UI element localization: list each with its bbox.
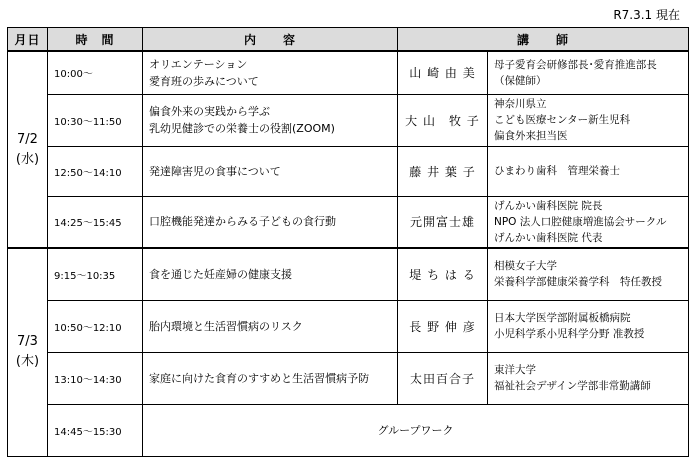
affiliation-line: ひまわり歯科 管理栄養士 <box>494 165 620 177</box>
content-cell <box>143 51 398 94</box>
table-row <box>8 248 689 300</box>
table-row <box>8 404 689 456</box>
lecturer-cell: 太田百合子 <box>398 352 488 404</box>
affiliation-cell <box>488 51 689 94</box>
content-cell <box>143 352 398 404</box>
date-cell <box>8 248 48 456</box>
date-label: 7/3 <box>17 334 38 350</box>
table-row <box>8 196 689 248</box>
affiliation-line: 東洋大学 <box>494 364 536 376</box>
affiliation-line: NPO 法人口腔健康増進協会サークル <box>494 215 667 228</box>
content-cell <box>143 196 398 248</box>
header-lecturer: 講 師 <box>398 28 689 52</box>
content-cell <box>143 248 398 300</box>
content-line: 食を通じた妊産婦の健康支援 <box>149 267 292 281</box>
content-line: 家庭に向けた食育のすすめと生活習慣病予防 <box>149 371 370 385</box>
affiliation-line: 相模女子大学 <box>494 260 557 273</box>
affiliation-line: げんかい歯科医院 代表 <box>494 231 603 244</box>
table-row <box>8 94 689 146</box>
content-cell <box>143 146 398 196</box>
date-cell <box>8 51 48 248</box>
lecturer-cell: 藤 井 葉 子 <box>398 146 488 196</box>
affiliation-line: （保健師） <box>494 74 547 87</box>
header-date: 月日 <box>8 28 48 52</box>
affiliation-line: 小児科学系小児科学分野 准教授 <box>494 328 645 340</box>
header-content: 内 容 <box>143 28 398 52</box>
lecturer-cell: 堤 ち は る <box>398 248 488 300</box>
table-row <box>8 300 689 352</box>
content-line: 胎内環境と生活習慣病のリスク <box>149 319 303 333</box>
affiliation-cell <box>488 352 689 404</box>
group-work-cell: グループワーク <box>143 404 689 456</box>
affiliation-cell <box>488 248 689 300</box>
content-line: 愛育班の歩みについて <box>149 74 259 88</box>
lecturer-cell: 元開富士雄 <box>398 196 488 248</box>
content-line: 発達障害児の食事について <box>149 164 281 178</box>
weekday-label: (木) <box>15 354 40 370</box>
affiliation-line: げんかい歯科医院 院長 <box>494 199 603 212</box>
lecturer-cell: 長 野 伸 彦 <box>398 300 488 352</box>
content-line: 乳幼児健診での栄養士の役割(ZOOM) <box>149 122 335 135</box>
table-row <box>8 146 689 196</box>
header-time: 時 間 <box>48 28 143 52</box>
affiliation-line: 日本大学医学部附属板橋病院 <box>494 312 631 324</box>
affiliation-line: 栄養科学部健康栄養学科 特任教授 <box>494 276 662 289</box>
content-line: 口腔機能発達からみる子どもの食行動 <box>149 215 336 229</box>
date-label: 7/2 <box>17 131 38 147</box>
affiliation-cell <box>488 146 689 196</box>
affiliation-cell <box>488 94 689 146</box>
table-row <box>8 352 689 404</box>
affiliation-cell <box>488 196 689 248</box>
affiliation-line: 母子愛育会研修部長･愛育推進部長 <box>494 58 657 71</box>
time-cell: 10:00～ <box>48 51 143 94</box>
as-of-date: R7.3.1 現在 <box>613 8 680 22</box>
lecturer-cell: 山 崎 由 美 <box>398 51 488 94</box>
content-line: オリエンテーション <box>149 57 248 71</box>
time-cell: 12:50～14:10 <box>48 146 143 196</box>
schedule-table <box>7 27 689 457</box>
affiliation-line: 偏食外来担当医 <box>494 130 568 142</box>
affiliation-line: こども医療センター新生児科 <box>494 114 631 126</box>
content-line: 偏食外来の実践から学ぶ <box>149 105 270 118</box>
affiliation-cell <box>488 300 689 352</box>
table-row <box>8 51 689 94</box>
content-cell <box>143 94 398 146</box>
time-cell: 13:10～14:30 <box>48 352 143 404</box>
time-cell: 10:30～11:50 <box>48 94 143 146</box>
lecturer-cell: 大 山 牧 子 <box>398 94 488 146</box>
header-row <box>8 28 689 52</box>
time-cell: 14:25～15:45 <box>48 196 143 248</box>
affiliation-line: 福祉社会デザイン学部非常勤講師 <box>494 380 651 392</box>
affiliation-line: 神奈川県立 <box>494 98 547 110</box>
weekday-label: (水) <box>15 151 40 167</box>
time-cell: 10:50～12:10 <box>48 300 143 352</box>
time-cell: 9:15～10:35 <box>48 248 143 300</box>
time-cell: 14:45～15:30 <box>48 404 143 456</box>
content-cell <box>143 300 398 352</box>
